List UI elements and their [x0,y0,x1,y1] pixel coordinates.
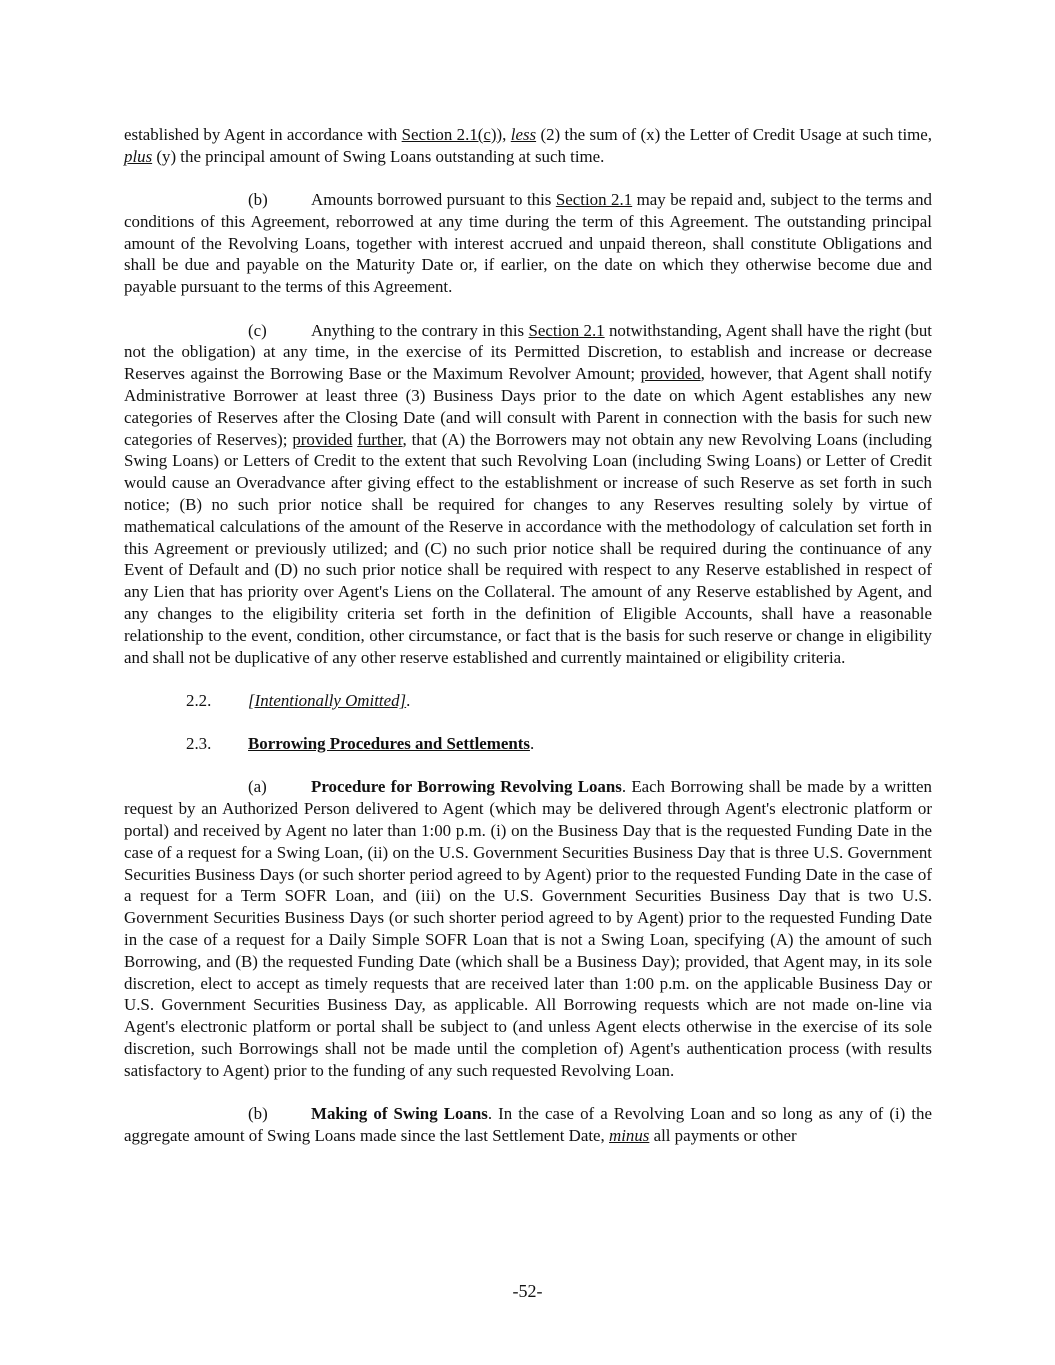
section-2-2-heading: 2.2. [Intentionally Omitted]. [186,690,411,710]
paragraph-2-1-c: (c) Anything to the contrary in this Section 2.1 notwithstanding, Agent shall have the right (but not the obligation) at any time, in the exercise of its Permitted Discretion, to establish and increase or decrease Reserves against the Borrowing Base or the Maximum Revolver Amount; provided, however, that Agent shall notify Administrative Borrower at least three (3) Business Days prior to the date on which Agent establishes any new categories of Reserves after the Closing Date (and will consult with Parent in connection with the basis for such new categories of Reserves); provided further, that (A) the Borrowers may not obtain any new Revolving Loans (including Swing Loans) or Letters of Credit to the extent that such Revolving Loan (including Swing Loans) or Letter of Credit would cause an Overadvance after giving effect to the establishment or increase of such Reserve as set forth in such notice; (B) no such prior notice shall be required for changes to any Reserves resulting solely by virtue of mathematical calculations of the amount of the Reserve in accordance with the methodology of calculation set forth in this Agreement or previously utilized; and (C) no such prior notice shall be required during the continuance of any Event of Default and (D) no such prior notice shall be required with respect to any Reserve established in respect of any Lien that has priority over Agent's Liens on the Collateral. The amount of any Reserve established by Agent, and any changes to the eligibility criteria set forth in the definition of Eligible Accounts, shall have a reasonable relationship to the event, condition, other circumstance, or fact that is the basis for such reserve or change in eligibility and shall not be duplicative of any other reserve established and currently maintained or eligibility criteria. [124,320,932,667]
paragraph-2-3-b: (b) Making of Swing Loans. In the case of a Revolving Loan and so long as any of (i) the aggregate amount of Swing Loans made since the last Settlement Date, minus all payments or other [124,1104,932,1145]
paragraph-continuation: established by Agent in accordance with Section 2.1(c)), less (2) the sum of (x) the Letter of Credit Usage at such time, plus (y) the principal amount of Swing Loans outstanding at such time. [124,125,933,166]
emphasis-less: less [510,125,537,144]
document-page [124,124,932,1168]
section-title: Borrowing Procedures and Settlements [248,734,530,754]
section-reference: Section 2.1(c) [401,125,497,144]
term-further: further [357,429,403,449]
clause-title: Making of Swing Loans [311,1104,488,1124]
emphasis-minus: minus [609,1125,650,1145]
term-provided: provided [640,364,701,384]
clause-label: (b) [248,1104,268,1124]
page-number: -52- [512,1281,543,1301]
section-reference: Section 2.1 [528,320,605,340]
section-number: 2.2. [186,690,212,710]
clause-label: (a) [248,777,267,797]
clause-title: Procedure for Borrowing Revolving Loans [311,777,622,797]
paragraph-2-3-a: (a) Procedure for Borrowing Revolving Loans. Each Borrowing shall be made by a written request by an Authorized Person delivered to Agent (which may be delivered through Agent's electronic platform or portal) and received by Agent no later than 1:00 p.m. (i) on the Business Day that is the requested Funding Date in the case of a request for a Swing Loan, (ii) on the U.S. Government Securities Business Day that is three U.S. Government Securities Business Days (or such shorter period agreed to by Agent) prior to the requested Funding Date in the case of a request for a Term SOFR Loan, and (iii) on the U.S. Government Securities Business Day that is two U.S. Government Securities Business Days (or such shorter period agreed to by Agent) prior to the requested Funding Date in the case of a request for a Daily Simple SOFR Loan that is not a Swing Loan, specifying (A) the amount of such Borrowing, and (B) the requested Funding Date (which shall be a Business Day); provided, that Agent may, in its sole discretion, elect to accept as timely requests that are received later than 1:00 p.m. on the applicable Business Day or U.S. Government Securities Business Day, as applicable. All Borrowing requests which are not made on-line via Agent's electronic platform or portal shall be subject to (and unless Agent elects otherwise in the exercise of its sole discretion, such Borrowings shall not be made until the completion of) Agent's authentication process (with results satisfactory to Agent) prior to the funding of any such requested Revolving Loan. [124,777,932,1080]
section-title: [Intentionally Omitted] [248,690,407,710]
term-provided: provided [292,429,353,449]
clause-label: (c) [248,320,267,340]
clause-label: (b) [248,190,268,210]
section-number: 2.3. [186,734,212,754]
section-reference: Section 2.1 [555,190,633,210]
section-2-3-heading: 2.3. Borrowing Procedures and Settlements. [186,734,535,754]
paragraph-2-1-b: (b) Amounts borrowed pursuant to this Section 2.1 may be repaid and, subject to the terms and conditions of this Agreement, reborrowed at any time during the term of this Agreement. The outstanding principal amount of the Revolving Loans, together with interest accrued and unpaid thereon, shall constitute Obligations and shall be due and payable on the Maturity Date or, if earlier, on the date on which they otherwise become due and payable pursuant to the terms of this Agreement. [124,190,932,297]
emphasis-plus: plus [124,146,153,166]
